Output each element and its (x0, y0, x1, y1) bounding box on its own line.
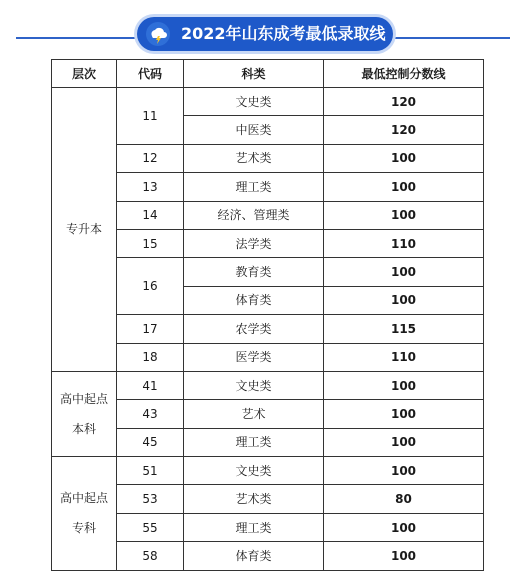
code-cell: 14 (117, 201, 184, 229)
code-cell: 53 (117, 485, 184, 513)
subject-cell: 艺术类 (184, 144, 324, 172)
table-row (52, 428, 484, 456)
table-row (52, 173, 484, 201)
code-cell: 12 (117, 144, 184, 172)
level-label: 本科 (71, 421, 96, 436)
min-score-cell: 100 (324, 400, 484, 428)
table-row (52, 485, 484, 513)
subject-cell: 医学类 (184, 343, 324, 371)
code-cell: 51 (117, 457, 184, 485)
min-score-cell: 110 (324, 343, 484, 371)
code-cell: 15 (117, 229, 184, 257)
subject-cell: 文史类 (184, 457, 324, 485)
admission-score-table (51, 59, 484, 571)
min-score-cell: 100 (324, 201, 484, 229)
subject-cell: 体育类 (184, 286, 324, 314)
min-score-cell: 100 (324, 144, 484, 172)
subject-cell: 理工类 (184, 513, 324, 541)
title-banner (137, 17, 393, 51)
min-score-cell: 100 (324, 173, 484, 201)
code-cell: 16 (117, 258, 184, 315)
header-line-right (392, 37, 510, 39)
subject-cell: 教育类 (184, 258, 324, 286)
page-title: 2022年山东成考最低录取线 (181, 24, 386, 43)
table-row (52, 315, 484, 343)
code-cell: 11 (117, 88, 184, 145)
min-score-cell: 100 (324, 542, 484, 570)
code-cell: 55 (117, 513, 184, 541)
code-cell: 41 (117, 371, 184, 399)
min-score-cell: 120 (324, 88, 484, 116)
subject-cell: 理工类 (184, 428, 324, 456)
min-score-cell: 100 (324, 371, 484, 399)
min-score-cell: 100 (324, 428, 484, 456)
table-header-row (52, 60, 484, 88)
code-cell: 17 (117, 315, 184, 343)
cloud-lightning-icon (145, 21, 171, 47)
subject-cell: 法学类 (184, 229, 324, 257)
column-header-min-score: 最低控制分数线 (324, 60, 484, 88)
min-score-cell: 100 (324, 513, 484, 541)
code-cell: 58 (117, 542, 184, 570)
table-row (52, 258, 484, 286)
table-row (52, 88, 484, 116)
min-score-cell: 115 (324, 315, 484, 343)
subject-cell: 艺术 (184, 400, 324, 428)
subject-cell: 中医类 (184, 116, 324, 144)
table-row (52, 144, 484, 172)
level-label: 高中起点 (59, 391, 108, 406)
subject-cell: 体育类 (184, 542, 324, 570)
subject-cell: 农学类 (184, 315, 324, 343)
table-row (52, 371, 484, 399)
level-cell (52, 457, 117, 571)
code-cell: 43 (117, 400, 184, 428)
code-cell: 13 (117, 173, 184, 201)
table-row (52, 201, 484, 229)
min-score-cell: 110 (324, 229, 484, 257)
level-cell (52, 88, 117, 372)
table-row (52, 400, 484, 428)
table-body (52, 88, 484, 571)
header-line-left (16, 37, 138, 39)
min-score-cell: 100 (324, 286, 484, 314)
min-score-cell: 100 (324, 258, 484, 286)
level-label: 高中起点 (59, 491, 108, 506)
level-cell (52, 371, 117, 456)
min-score-cell: 80 (324, 485, 484, 513)
table-row (52, 229, 484, 257)
table-row (52, 343, 484, 371)
subject-cell: 文史类 (184, 88, 324, 116)
column-header-subject: 科类 (184, 60, 324, 88)
code-cell: 45 (117, 428, 184, 456)
level-label: 专升本 (65, 222, 102, 237)
table-row (52, 513, 484, 541)
level-label: 专科 (71, 521, 96, 536)
table-row (52, 457, 484, 485)
column-header-level: 层次 (52, 60, 117, 88)
header (0, 0, 529, 60)
table-row (52, 542, 484, 570)
min-score-cell: 100 (324, 457, 484, 485)
column-header-code: 代码 (117, 60, 184, 88)
code-cell: 18 (117, 343, 184, 371)
subject-cell: 艺术类 (184, 485, 324, 513)
subject-cell: 理工类 (184, 173, 324, 201)
min-score-cell: 120 (324, 116, 484, 144)
subject-cell: 经济、管理类 (184, 201, 324, 229)
subject-cell: 文史类 (184, 371, 324, 399)
